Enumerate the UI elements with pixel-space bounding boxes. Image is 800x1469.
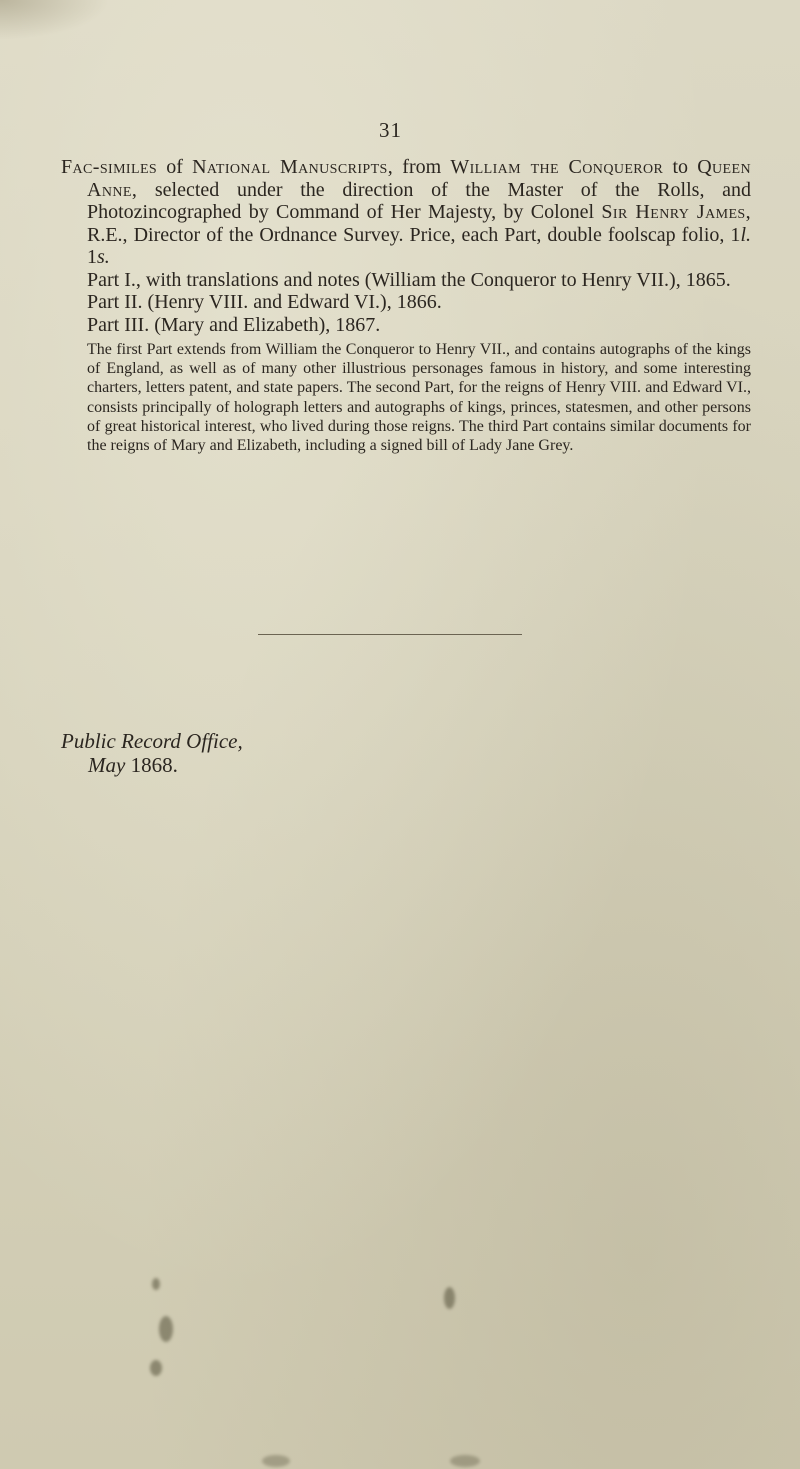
signature-year: 1868. [130, 753, 178, 777]
heading-segment: s. [97, 246, 110, 268]
part-item: Part II. (Henry VIII. and Edward VI.), 1866. [87, 291, 442, 313]
entry-heading [61, 156, 751, 269]
ink-blot [444, 1287, 455, 1309]
page-corner-shading [0, 0, 110, 40]
page-number: 31 [379, 118, 402, 142]
part-item: Part I., with translations and notes (William the Conqueror to Henry VII.), 1865. [87, 268, 731, 291]
ink-blot [159, 1316, 173, 1342]
heading-segment: National Manuscripts, [192, 156, 394, 178]
catalogue-entry [61, 156, 751, 455]
parts-list [61, 269, 751, 337]
section-divider [258, 634, 522, 635]
heading-segment: 1 [87, 246, 97, 268]
entry-description: The first Part extends from William the Conqueror to Henry VII., and contains autographs of the kings of England, as well as of many other illustrious personages famous in history, and some interesting charters, letters patent, and state papers. The second Part, for the reigns of Henry VIII. and Edward VI., consists principally of holograph letters and autographs of kings, princes, statesmen, and other persons of great historical interest, who lived during those reigns. The third Part contains similar documents for the reigns of Mary and Elizabeth, including a signed bill of Lady Jane Grey. [87, 341, 751, 455]
heading-segment: of [157, 156, 193, 178]
heading-segment: Queen Anne, [87, 156, 751, 201]
heading-segment: Sir Henry James, [601, 201, 752, 223]
ink-blot [152, 1278, 160, 1290]
heading-segment: Fac-similes [61, 156, 158, 178]
office-signature [61, 729, 243, 777]
heading-segment: l. [740, 223, 751, 246]
office-name: Public Record Office, [61, 729, 243, 753]
ink-blot [450, 1455, 480, 1467]
signature-date [61, 753, 243, 777]
heading-segment: William the Conqueror [450, 156, 664, 178]
heading-segment: from [393, 156, 451, 178]
part-item: Part III. (Mary and Elizabeth), 1867. [87, 313, 381, 336]
ink-blot [150, 1360, 162, 1376]
ink-blot [262, 1455, 290, 1467]
heading-segment: selected under the direction of the Master of the Rolls, and Photozincographed by Command of Her Majesty, by Colonel [87, 178, 751, 223]
signature-month: May [88, 753, 126, 777]
heading-segment: R.E., Director of the Ordnance Survey. Price, each Part, double foolscap folio, 1 [87, 223, 741, 246]
heading-segment: to [663, 156, 698, 178]
